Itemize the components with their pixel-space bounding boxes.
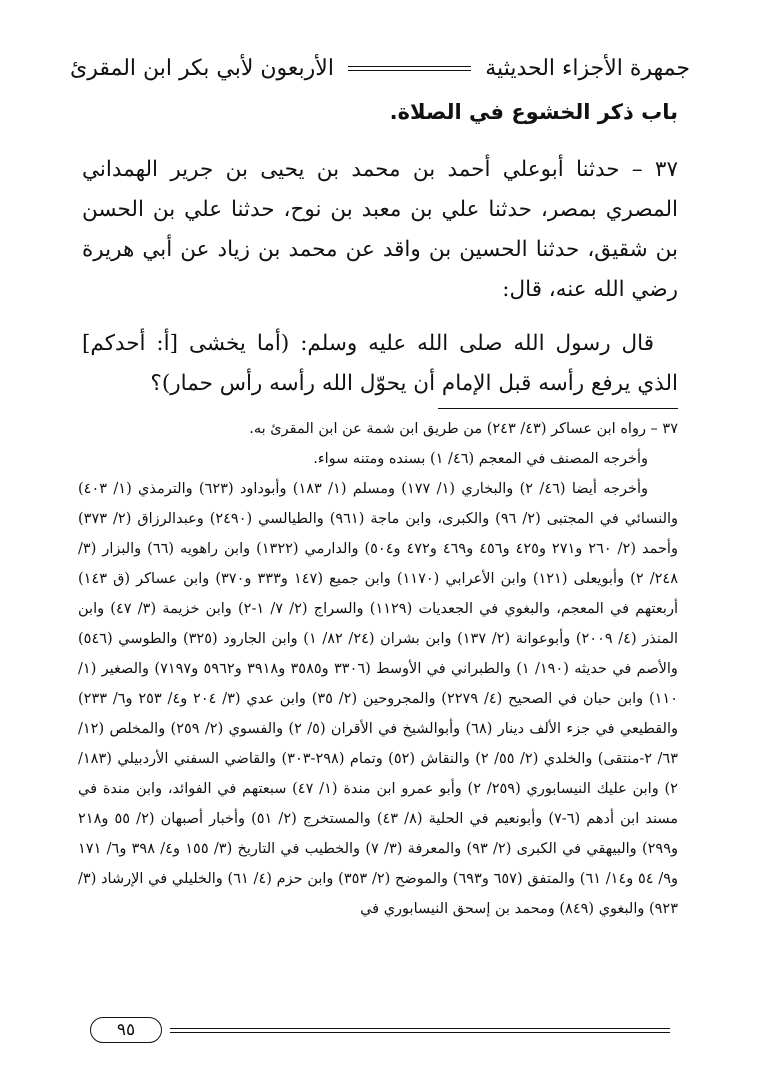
footnote-divider	[438, 408, 678, 409]
running-title-right: جمهرة الأجزاء الحديثية	[485, 55, 690, 81]
running-title-left: الأربعون لأبي بكر ابن المقرئ	[70, 55, 334, 81]
hadith-isnad: ٣٧ – حدثنا أبوعلي أحمد بن محمد بن يحيى بن جرير الهمداني المصري بمصر، حدثنا علي بن معبد بن نوح، حدثنا علي بن الحسن بن شقيق، حدثنا الحسين بن واقد عن محمد بن زياد عن أبي هريرة رضي الله عنه، قال:	[82, 157, 678, 302]
footnote-line-1: ٣٧ – رواه ابن عساكر (٤٣/ ٢٤٣) من طريق ابن شمة عن ابن المقرئ به.	[249, 421, 678, 437]
header-divider	[348, 66, 471, 71]
footnote-line-2: وأخرجه المصنف في المعجم (٤٦/ ١) بسنده ومتنه سواء.	[313, 451, 648, 467]
page-number: ٩٥	[90, 1017, 162, 1043]
chapter-heading: باب ذكر الخشوع في الصلاة.	[389, 100, 678, 124]
page-footer	[90, 1015, 670, 1045]
footnote-body: وأخرجه أيضا (٤٦/ ٢) والبخاري (١/ ١٧٧) ومسلم (١/ ١٨٣) وأبوداود (٦٢٣) والترمذي (١/ ٤٠٣) والنسائي في المجتبى (٢/ ٩٦) والكبرى، وابن ماجة (٩٦١) والطيالسي (٢٤٩٠) وعبدالرزاق (٢/ ٣٧٣) وأحمد (٢/ ٢٦٠ و٢٧١ و٤٢٥ و٤٥٦ و٤٦٩ و٤٧٢ و٥٠٤) والدارمي (١٣٢٢) وابن راهويه (٦٦) والبزار (٣/ ٢٤٨/ ٢) وأبويعلى (١٢١) وابن الأعرابي (١١٧٠) وابن جميع (١٤٧ و٣٣٣ و٣٧٠) وابن عساكر (ق ١٤٣) أربعتهم في المعجم، والبغوي في الجعديات (١١٢٩) والسراج (٢/ ٧/ ١-٢) وابن خزيمة (٣/ ٤٧) وابن المنذر (٤/ ٢٠٠٩) وأبوعوانة (٢/ ١٣٧) وابن بشران (٢٤/ ٨٢/ ١) وابن الجارود (٣٢٥) والطوسي (٥٤٦) والأصم في حديثه (١٩٠/ ١) والطبراني في الأوسط (٣٣٠٦ و٣٥٨٥ و٣٩١٨ و٥٩٦٢ و٧١٩٧) والصغير (١/ ١١٠) وابن حبان في الصحيح (٤/ ٢٢٧٩) والمجروحين (٢/ ٣٥) وابن عدي (٣/ ٢٠٤ و٤/ ٢٥٣ و٦/ ٢٣٣) والقطيعي في جزء الألف دينار (٦٨) وأبوالشيخ في الأقران (٥/ ٢) والفسوي (٢/ ٢٥٩) والمخلص (١٢/ ٦٣/ ٢-منتقى) والخلدي (٢/ ٥٥/ ٢) والنقاش (٥٢) وتمام (٢٩٨-٣٠٣) والقاضي السفني الأردبيلي (١٨٣/ ٢) وابن عليك النيسابوري (٢٥٩/ ٢) وأبو عمرو ابن مندة (١/ ٤٧) سبعتهم في الفوائد، وابن مندة في مسند ابن أدهم (٦-٧) وأبونعيم في الحلية (٨/ ٤٣) والمستخرج (٢/ ٥١) وأخبار أصبهان (٢/ ٥٥ و٢١٨ و٢٩٩) والبيهقي في الكبرى (٢/ ٩٣) والمعرفة (٣/ ٧) والخطيب في التاريخ (٣/ ١٥٥ و٤/ ٣٩٨ و٦/ ١٧١ و٩/ ٥٤ و١٤/ ٦١) والمتفق (٦٥٧ و٦٩٣) والموضح (٢/ ٣٥٣) وابن حزم (٤/ ٦١) والخليلي في الإرشاد (٣/ ٩٢٣) والبغوي (٨٤٩) ومحمد بن إسحق النيسابوري في	[78, 481, 679, 917]
footer-divider	[170, 1028, 670, 1033]
hadith-matn: قال رسول الله صلى الله عليه وسلم: (أما يخشى [أ: أحدكم] الذي يرفع رأسه قبل الإمام أن يحوّل الله رأسه رأس حمار)؟	[82, 331, 678, 396]
footnotes	[78, 414, 678, 924]
hadith-text	[82, 150, 678, 404]
running-header	[70, 48, 690, 88]
